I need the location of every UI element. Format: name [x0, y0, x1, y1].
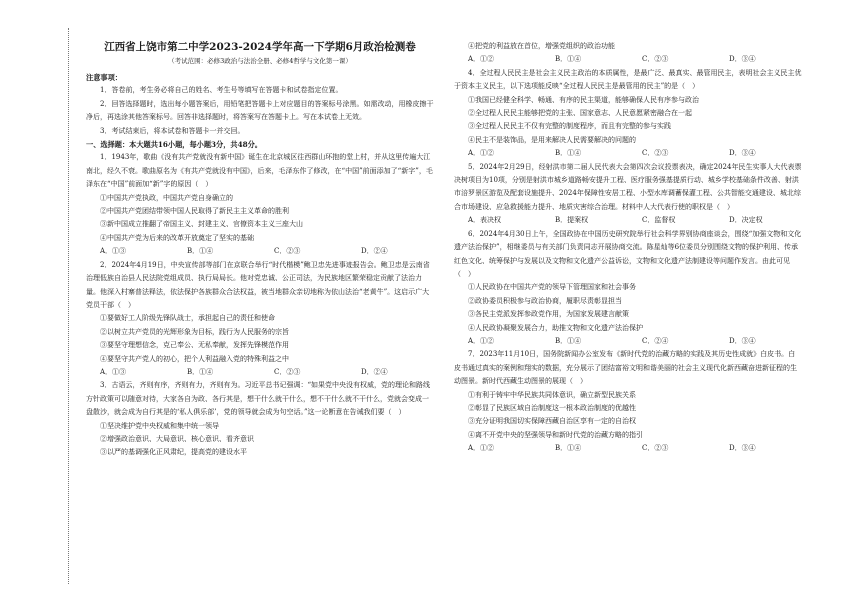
question-statement: ③以严的基调强化正风肃纪，提高党的建设水平	[100, 448, 247, 457]
option-b: B．①④	[555, 336, 582, 345]
question-stem: 5．2024年2月29日，经射洪市第二届人民代表大会第四次会议投票表决，确定2024年民生实事人大代表票决树项目为10项，分别是射洪市城乡道路畅安提升工程、医疗服务强基提质行动、城乡学校基础条件改善、射洪市涪罗景区游览及配套设施提升、2024年保障性安居工程、小型水库调蓄保灌工程、公共智能交通建设、城北综合市场建设、应急救援能力提升、地质灾害综合治理。材料中人大代表行使的职权是（ ）	[454, 162, 802, 211]
exam-title: 江西省上饶市第二中学2023-2024学年高一下学期6月政治检测卷	[104, 41, 416, 53]
question-statement: ③全过程人民民主不仅有完整的制度程序，而且有完整的参与实践	[468, 122, 671, 131]
option-a: A．①③	[100, 247, 127, 256]
question-stem: 3．古语云，齐则有序，齐则有力，齐则有为。习近平总书记强调：“如果党中央没有权威，党的理论和路线方针政策可以随意对待，大家各自为政、各行其是，想干什么就干什么，想不干什么就不干什么，党就会变成一盘散沙，就会成为自行其是的‘私人俱乐部’，党的领导就会成为句空话。”这一论断意在告诫我们要（ ）	[86, 381, 431, 417]
question-6	[454, 228, 802, 349]
exam-scope: （考试范围：必修3政治与法治全册、必修4哲学与文化第一课）	[168, 57, 352, 65]
question-stem: 6．2024年4月30日上午，全国政协在中国历史研究院举行社会科学界别协商座谈会，围绕“加强文物和文化遗产法治保护”，相继委员与有关部门负责同志开展协商交流。陈星灿等6位委员分别围绕文物的保护利用、传承红色文化、统筹保护与发展以及文物和文化遗产公益诉讼，文物和文化遗产法制建设等问题作发言。由此可见（ ）	[454, 229, 802, 278]
option-b: B．①④	[555, 444, 582, 453]
question-statement: ④中国共产党为后来的改革开放奠定了坚实的基础	[100, 233, 254, 242]
option-d: D．②④	[361, 247, 388, 256]
option-c: C．监督权	[642, 216, 676, 225]
option-c: C．②③	[274, 367, 301, 376]
option-a: A．①②	[468, 444, 495, 453]
question-statement: ③充分证明我国切实保障西藏自治区享有一定的自治权	[468, 417, 636, 426]
question-stem: 4．全过程人民民主是社会主义民主政治的本质属性，是最广泛、最真实、最管用民主，表明社会主义民主优于资本主义民主，以下选项能反映“全过程人民民主是最管用的民主”的是（ ）	[454, 68, 802, 91]
option-d: D．③④	[729, 444, 756, 453]
note-item: 1．答卷前，考生务必将自己的姓名、考生号等填写在答题卡和试卷指定位置。	[100, 86, 343, 95]
answer-options	[86, 366, 434, 379]
question-statement: ②增强政治意识、大局意识、核心意识、看齐意识	[100, 434, 254, 443]
option-c: C．②④	[642, 336, 669, 345]
question-statement: ③各民主党派发挥参政党作用，为国家发展建言献策	[468, 310, 629, 319]
option-b: B．①④	[187, 247, 214, 256]
option-d: D．③④	[729, 149, 756, 158]
option-b: B．①④	[555, 149, 582, 158]
question-stem: 1．1943年，歌曲《没有共产党就没有新中国》诞生在北京城区往西群山环抱的堂上村，并从这里传遍大江南北，经久不衰。歌曲原名为《有共产党就没有中国》，后来，毛泽东作了修改，在“中国”前面添加了“新字”，毛泽东在“中国”前面加“新”字的原因（ ）	[86, 153, 433, 189]
option-d: D．③④	[729, 336, 756, 345]
question-statement: ②以树立共产党员的光辉形象为目标，践行为人民服务的宗旨	[100, 327, 289, 336]
note-item: 2．回答选择题时，选出每小题答案后，用铅笔把答题卡上对应题目的答案标号涂黑。如需改动，用橡皮擦干净后，再选涂其他答案标号。回答非选择题时，将答案写在答题卡上。写在本试卷上无效。	[86, 99, 434, 122]
question-statement: ①要做好工人阶级先锋队战士，承担起自己的责任和使命	[100, 314, 275, 323]
question-statement: ②全过程人民民主能够把党的主张、国家意志、人民意愿紧密融合在一起	[468, 109, 692, 118]
question-statement: ②政协委员积极参与政治协商，履职尽责彰显担当	[468, 296, 622, 305]
option-b: B．①④	[187, 367, 214, 376]
note-item: 3．考试结束后，将本试卷和答题卡一并交回。	[100, 126, 245, 135]
option-c: C．②③	[642, 149, 669, 158]
right-column	[454, 40, 802, 456]
answer-options	[454, 147, 802, 160]
left-column	[86, 30, 434, 460]
option-d: D．决定权	[729, 216, 763, 225]
option-b: B．①④	[555, 55, 582, 64]
answer-options	[454, 335, 802, 348]
question-statement: ④把党的利益放在首位，增强党组织的政治功能	[468, 42, 615, 50]
question-3	[86, 379, 434, 459]
binding-margin	[6, 28, 78, 584]
option-d: D．②④	[361, 367, 388, 376]
notes-heading: 注意事项：	[86, 73, 122, 82]
question-statement: ②中国共产党团结带领中国人民取得了新民主主义革命的胜利	[100, 207, 289, 216]
option-a: A．①②	[468, 55, 495, 64]
question-statement: ①有利于铸牢中华民族共同体意识，确立新型民族关系	[468, 390, 636, 399]
question-statement: ④民主不是装饰品，是用来解决人民需要解决的问题的	[468, 135, 636, 144]
answer-options	[454, 442, 802, 455]
question-statement: ①中国共产党执政，中国共产党自身确立的	[100, 193, 233, 202]
answer-options	[454, 53, 802, 66]
section-heading: 一、选择题：本大题共16小题，每小题3分，共48分。	[86, 140, 262, 150]
answer-options	[454, 214, 802, 227]
option-d: D．③④	[729, 55, 756, 64]
question-statement: ④人民政协凝聚发展合力，助推文物和文化遗产法治保护	[468, 323, 643, 332]
option-a: A．①③	[100, 367, 127, 376]
question-5	[454, 161, 802, 228]
question-stem: 2．2024年4月19日，中央宣传部等部门在京联合举行“时代楷模”鲍卫忠先进事迹报告会。鲍卫忠是云南省治理低族自治县人民法院党组成员、执行局局长。他对党忠诚、公正司法，为民族地区繁荣稳定贡献了法治力量。他深入村寨普法释法，依法保护各族群众合法权益，被当地群众亲切地称为依山法治“老黄牛”。这启示广大党员干部（ ）	[86, 260, 430, 309]
question-statement: ①坚决维护党中央权威和集中统一领导	[100, 421, 219, 430]
option-b: B．提案权	[555, 216, 589, 225]
binding-line	[68, 28, 69, 584]
question-4	[454, 67, 802, 161]
answer-options	[86, 245, 434, 258]
question-statement: ①人民政协在中国共产党的领导下管理国家和社会事务	[468, 283, 636, 292]
question-statement: ①我国已经健全科学、畅通、有序的民主渠道，能够确保人民有序参与政治	[468, 95, 699, 104]
question-statement: ③要坚守理想信念，克己奉公、无私奉献，发挥先锋模范作用	[100, 341, 289, 350]
option-c: C．②③	[642, 55, 669, 64]
question-3-continued	[454, 40, 802, 67]
option-c: C．②③	[642, 444, 669, 453]
question-stem: 7．2023年11月10日，国务院新闻办公室发布《新时代党的治藏方略的实践及其历史性成就》白皮书。白皮书通过真实的案例和翔实的数据，充分展示了团结富裕文明和谐美丽的社会主义现代化新西藏奋进新征程的生动图景。新时代西藏生动图景的展现（ ）	[454, 350, 797, 386]
question-statement: ③新中国成立推翻了帝国主义、封建主义、官僚资本主义三座大山	[100, 220, 303, 229]
question-statement: ④要坚守共产党人的初心，把个人利益融入党的特殊利益之中	[100, 354, 289, 363]
option-a: A．表决权	[468, 216, 502, 225]
question-2	[86, 259, 434, 380]
question-statement: ④离不开党中央的坚强领导和新时代党的治藏方略的指引	[468, 430, 643, 439]
option-a: A．①②	[468, 336, 495, 345]
question-7	[454, 348, 802, 455]
option-c: C．②③	[274, 247, 301, 256]
question-statement: ②彰显了民族区域自治制度这一根本政治制度的优越性	[468, 403, 636, 412]
option-a: A．①②	[468, 149, 495, 158]
question-1	[86, 151, 434, 258]
